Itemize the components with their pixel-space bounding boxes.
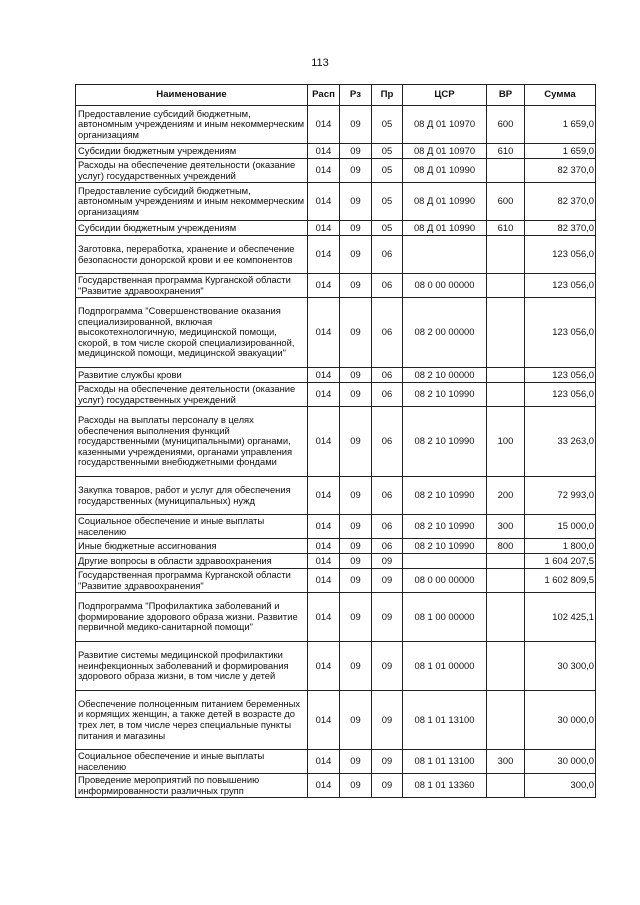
row-csr: 08 0 00 00000: [403, 274, 487, 298]
row-sum: 33 263,0: [525, 407, 596, 477]
row-sum: 300,0: [525, 774, 596, 798]
table-body: [76, 106, 596, 798]
row-rasp: 014: [308, 221, 340, 236]
row-sum: 102 425,1: [525, 593, 596, 642]
row-rz: 09: [340, 750, 372, 774]
row-sum: 1 659,0: [525, 144, 596, 159]
header-name: Наименование: [76, 85, 308, 106]
row-name: Социальное обеспечение и иные выплаты населению: [76, 515, 308, 539]
row-rz: 09: [340, 569, 372, 593]
row-rasp: 014: [308, 477, 340, 515]
row-rz: 09: [340, 477, 372, 515]
row-rasp: 014: [308, 554, 340, 569]
row-rasp: 014: [308, 642, 340, 691]
row-csr: 08 1 01 00000: [403, 642, 487, 691]
row-csr: 08 1 01 13360: [403, 774, 487, 798]
row-name: Расходы на обеспечение деятельности (оказание услуг) государственных учреждений: [76, 159, 308, 183]
row-vr: 600: [487, 183, 525, 221]
row-csr: 08 Д 01 10970: [403, 106, 487, 144]
table-row: [76, 407, 596, 477]
row-vr: [487, 774, 525, 798]
table-row: [76, 554, 596, 569]
row-rz: 09: [340, 274, 372, 298]
row-pr: 05: [372, 183, 403, 221]
header-vr: ВР: [487, 85, 525, 106]
row-sum: 123 056,0: [525, 236, 596, 274]
row-name: Другие вопросы в области здравоохранения: [76, 554, 308, 569]
header-pr: Пр: [372, 85, 403, 106]
row-rz: 09: [340, 368, 372, 383]
row-rz: 09: [340, 221, 372, 236]
table-row: [76, 236, 596, 274]
row-rz: 09: [340, 106, 372, 144]
row-sum: 1 602 809,5: [525, 569, 596, 593]
row-rz: 09: [340, 515, 372, 539]
row-rz: 09: [340, 236, 372, 274]
row-rasp: 014: [308, 106, 340, 144]
row-sum: 123 056,0: [525, 383, 596, 407]
row-csr: 08 2 10 10990: [403, 539, 487, 554]
row-name: Государственная программа Курганской области "Развитие здравоохранения": [76, 569, 308, 593]
table-row: [76, 144, 596, 159]
row-vr: 300: [487, 750, 525, 774]
row-name: Закупка товаров, работ и услуг для обеспечения государственных (муниципальных) нужд: [76, 477, 308, 515]
row-rz: 09: [340, 593, 372, 642]
row-vr: [487, 298, 525, 368]
table-row: [76, 159, 596, 183]
row-rasp: 014: [308, 407, 340, 477]
table-row: [76, 298, 596, 368]
table-row: [76, 569, 596, 593]
row-csr: 08 Д 01 10990: [403, 183, 487, 221]
table-row: [76, 539, 596, 554]
row-name: Расходы на выплаты персоналу в целях обеспечения выполнения функций государственными (муниципальными) органами, казенными учреждениями, органами управления государственными внебюджетными фондами: [76, 407, 308, 477]
row-rz: 09: [340, 298, 372, 368]
row-rasp: 014: [308, 569, 340, 593]
table-row: [76, 106, 596, 144]
row-csr: 08 Д 01 10990: [403, 221, 487, 236]
row-pr: 09: [372, 642, 403, 691]
row-vr: [487, 593, 525, 642]
row-name: Расходы на обеспечение деятельности (оказание услуг) государственных учреждений: [76, 383, 308, 407]
row-sum: 15 000,0: [525, 515, 596, 539]
row-csr: [403, 236, 487, 274]
row-rasp: 014: [308, 383, 340, 407]
row-vr: 200: [487, 477, 525, 515]
row-pr: 06: [372, 368, 403, 383]
row-pr: 05: [372, 159, 403, 183]
row-rasp: 014: [308, 183, 340, 221]
row-pr: 06: [372, 539, 403, 554]
table-row: [76, 750, 596, 774]
row-vr: [487, 554, 525, 569]
row-vr: [487, 236, 525, 274]
row-rz: 09: [340, 554, 372, 569]
row-sum: 123 056,0: [525, 274, 596, 298]
budget-table: [75, 84, 596, 798]
row-rasp: 014: [308, 691, 340, 750]
row-rasp: 014: [308, 144, 340, 159]
table-row: [76, 274, 596, 298]
row-sum: 30 000,0: [525, 750, 596, 774]
row-sum: 1 800,0: [525, 539, 596, 554]
row-rasp: 014: [308, 593, 340, 642]
row-name: Предоставление субсидий бюджетным, автономным учреждениям и иным некоммерческим организациям: [76, 183, 308, 221]
row-name: Государственная программа Курганской области "Развитие здравоохранения": [76, 274, 308, 298]
row-vr: [487, 368, 525, 383]
row-pr: 09: [372, 750, 403, 774]
row-csr: 08 2 10 10990: [403, 407, 487, 477]
row-pr: 09: [372, 691, 403, 750]
row-rz: 09: [340, 159, 372, 183]
row-rz: 09: [340, 691, 372, 750]
row-name: Проведение мероприятий по повышению информированности различных групп: [76, 774, 308, 798]
row-sum: 1 604 207,5: [525, 554, 596, 569]
row-rasp: 014: [308, 774, 340, 798]
row-rasp: 014: [308, 298, 340, 368]
row-sum: 82 370,0: [525, 159, 596, 183]
table-row: [76, 368, 596, 383]
header-rasp: Расп: [308, 85, 340, 106]
row-csr: 08 0 00 00000: [403, 569, 487, 593]
table-row: [76, 774, 596, 798]
row-name: Развитие системы медицинской профилактики неинфекционных заболеваний и формирования здорового образа жизни, в том числе у детей: [76, 642, 308, 691]
row-csr: 08 Д 01 10990: [403, 159, 487, 183]
row-sum: 72 993,0: [525, 477, 596, 515]
row-pr: 09: [372, 593, 403, 642]
row-vr: [487, 274, 525, 298]
row-vr: [487, 159, 525, 183]
row-rz: 09: [340, 774, 372, 798]
table-header-row: [76, 85, 596, 106]
table-row: [76, 691, 596, 750]
row-csr: 08 2 10 00000: [403, 368, 487, 383]
row-csr: 08 1 01 13100: [403, 691, 487, 750]
row-vr: 600: [487, 106, 525, 144]
row-sum: 123 056,0: [525, 368, 596, 383]
row-rasp: 014: [308, 750, 340, 774]
row-name: Заготовка, переработка, хранение и обеспечение безопасности донорской крови и ее компонентов: [76, 236, 308, 274]
row-vr: [487, 691, 525, 750]
row-sum: 82 370,0: [525, 221, 596, 236]
row-rasp: 014: [308, 539, 340, 554]
row-csr: 08 1 01 13100: [403, 750, 487, 774]
row-vr: [487, 569, 525, 593]
row-pr: 09: [372, 569, 403, 593]
row-pr: 06: [372, 236, 403, 274]
row-vr: 800: [487, 539, 525, 554]
row-pr: 05: [372, 106, 403, 144]
table-row: [76, 477, 596, 515]
row-pr: 06: [372, 298, 403, 368]
row-csr: 08 Д 01 10970: [403, 144, 487, 159]
row-name: Предоставление субсидий бюджетным, автономным учреждениям и иным некоммерческим организациям: [76, 106, 308, 144]
row-rz: 09: [340, 383, 372, 407]
row-name: Развитие службы крови: [76, 368, 308, 383]
row-csr: [403, 554, 487, 569]
row-rz: 09: [340, 183, 372, 221]
row-pr: 09: [372, 774, 403, 798]
row-rz: 09: [340, 144, 372, 159]
table-row: [76, 642, 596, 691]
table-row: [76, 593, 596, 642]
row-pr: 06: [372, 383, 403, 407]
row-csr: 08 2 10 10990: [403, 383, 487, 407]
row-rasp: 014: [308, 368, 340, 383]
row-pr: 06: [372, 274, 403, 298]
header-sum: Сумма: [525, 85, 596, 106]
table-row: [76, 221, 596, 236]
row-rasp: 014: [308, 159, 340, 183]
row-sum: 1 659,0: [525, 106, 596, 144]
row-pr: 06: [372, 477, 403, 515]
row-pr: 06: [372, 515, 403, 539]
row-name: Социальное обеспечение и иные выплаты населению: [76, 750, 308, 774]
row-name: Иные бюджетные ассигнования: [76, 539, 308, 554]
row-vr: [487, 642, 525, 691]
page-number: 113: [311, 57, 329, 69]
row-name: Подпрограмма "Совершенствование оказания специализированной, включая высокотехнологичную, медицинской помощи, скорой, в том числе скорой специализированной, медицинской помощи, медицинской эвакуации": [76, 298, 308, 368]
header-rz: Рз: [340, 85, 372, 106]
row-pr: 05: [372, 221, 403, 236]
row-csr: 08 1 00 00000: [403, 593, 487, 642]
row-vr: 300: [487, 515, 525, 539]
row-vr: [487, 383, 525, 407]
row-name: Подпрограмма "Профилактика заболеваний и формирование здорового образа жизни. Развитие первичной медико-санитарной помощи": [76, 593, 308, 642]
row-sum: 123 056,0: [525, 298, 596, 368]
row-sum: 82 370,0: [525, 183, 596, 221]
row-name: Субсидии бюджетным учреждениям: [76, 144, 308, 159]
row-name: Субсидии бюджетным учреждениям: [76, 221, 308, 236]
row-pr: 06: [372, 407, 403, 477]
row-pr: 09: [372, 554, 403, 569]
row-pr: 05: [372, 144, 403, 159]
table-row: [76, 383, 596, 407]
table-row: [76, 183, 596, 221]
row-rz: 09: [340, 642, 372, 691]
row-sum: 30 300,0: [525, 642, 596, 691]
table-row: [76, 515, 596, 539]
row-sum: 30 000,0: [525, 691, 596, 750]
row-vr: 100: [487, 407, 525, 477]
row-name: Обеспечение полноценным питанием беременных и кормящих женщин, а также детей в возрасте до трех лет, в том числе через специальные пункты питания и магазины: [76, 691, 308, 750]
row-vr: 610: [487, 144, 525, 159]
header-csr: ЦСР: [403, 85, 487, 106]
row-rz: 09: [340, 407, 372, 477]
row-rasp: 014: [308, 236, 340, 274]
row-csr: 08 2 10 10990: [403, 515, 487, 539]
row-csr: 08 2 00 00000: [403, 298, 487, 368]
row-rz: 09: [340, 539, 372, 554]
row-vr: 610: [487, 221, 525, 236]
row-rasp: 014: [308, 274, 340, 298]
row-csr: 08 2 10 10990: [403, 477, 487, 515]
row-rasp: 014: [308, 515, 340, 539]
